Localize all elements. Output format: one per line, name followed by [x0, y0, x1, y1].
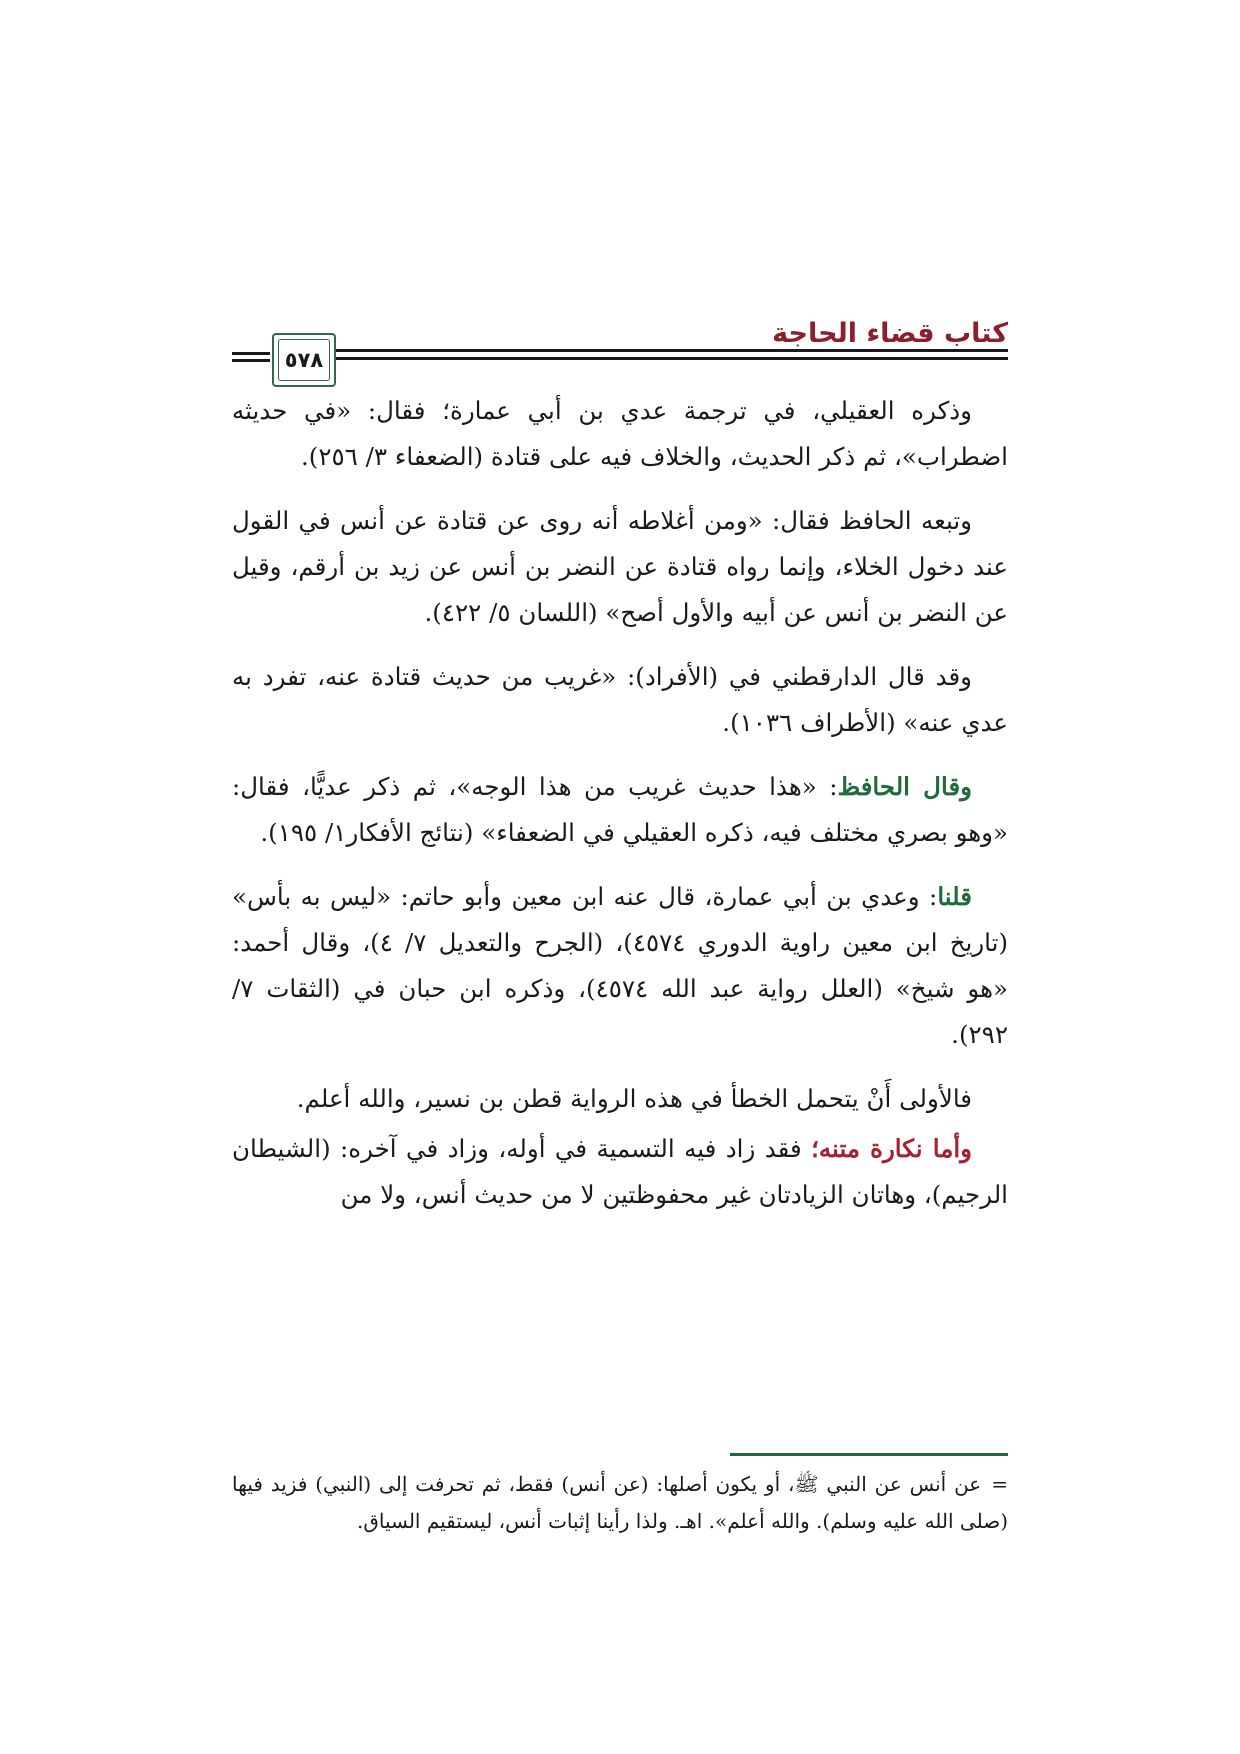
- book-title: كتاب قضاء الحاجة: [772, 318, 1008, 349]
- paragraph-4: [232, 764, 1008, 856]
- page-number: ٥٧٨: [278, 339, 330, 381]
- paragraph-2: [232, 498, 1008, 636]
- main-text: [232, 388, 1008, 1236]
- footnote: [232, 1466, 1008, 1540]
- paragraph-5: [232, 874, 1008, 1058]
- paragraph-text: : وعدي بن أبي عمارة، قال عنه ابن معين وأبو حاتم: «ليس به بأس» (تاريخ ابن معين راوية الدوري ٤٥٧٤)، (الجرح والتعديل ٧/ ٤)، وقال أحمد: «هو شيخ» (العلل رواية عبد الله ٤٥٧٤)، وذكره ابن حبان في (الثقات ٧/ ٢٩٢).: [232, 882, 1008, 1049]
- footnote-text: عن أنس عن النبي ﷺ، أو يكون أصلها: (عن أنس) فقط، ثم تحرفت إلى (النبي) فزيد فيها (صلى الله عليه وسلم). والله أعلم». اهـ. ولذا رأينا إثبات أنس، ليستقيم السياق.: [232, 1472, 1008, 1533]
- lead-phrase: قلنا: [937, 882, 972, 911]
- header-rule-top: [336, 349, 1008, 352]
- header-rule-left-bottom: [232, 359, 270, 362]
- paragraph-text: : «هذا حديث غريب من هذا الوجه»، ثم ذكر عديًّا، فقال: «وهو بصري مختلف فيه، ذكره العقيلي في الضعفاء» (نتائج الأفكار١/ ١٩٥).: [232, 772, 1008, 847]
- paragraph-text: فقد زاد فيه التسمية في أوله، وزاد في آخره: (الشيطان الرجيم)، وهاتان الزيادتان غير محفوظتين لا من حديث أنس، ولا من: [232, 1134, 1008, 1209]
- paragraph-6: [232, 1076, 1008, 1122]
- page-number-badge: [272, 333, 336, 387]
- page-header: [0, 0, 1240, 380]
- lead-phrase: وقال الحافظ: [837, 772, 972, 801]
- paragraph-text: وذكره العقيلي، في ترجمة عدي بن أبي عمارة؛ فقال: «في حديثه اضطراب»، ثم ذكر الحديث، والخلاف فيه على قتادة (الضعفاء ٣/ ٢٥٦).: [232, 396, 1008, 471]
- lead-phrase: وأما نكارة متنه؛: [811, 1134, 972, 1163]
- header-rule-left-top: [232, 352, 270, 355]
- footnote-marker: =: [991, 1472, 1008, 1496]
- paragraph-3: [232, 654, 1008, 746]
- paragraph-1: [232, 388, 1008, 480]
- header-rule-bottom: [336, 357, 1008, 360]
- paragraph-text: وقد قال الدارقطني في (الأفراد): «غريب من حديث قتادة عنه، تفرد به عدي عنه» (الأطراف ١٠٣٦).: [232, 662, 1008, 737]
- paragraph-text: وتبعه الحافظ فقال: «ومن أغلاطه أنه روى عن قتادة عن أنس في القول عند دخول الخلاء، وإنما رواه قتادة عن النضر بن أنس عن زيد بن أرقم، وقيل عن النضر بن أنس عن أبيه والأول أصح» (اللسان ٥/ ٤٢٢).: [232, 506, 1008, 627]
- footnote-separator: [730, 1453, 1008, 1456]
- paragraph-7: [232, 1126, 1008, 1218]
- paragraph-text: فالأولى أَنْ يتحمل الخطأ في هذه الرواية قطن بن نسير، والله أعلم.: [296, 1084, 972, 1113]
